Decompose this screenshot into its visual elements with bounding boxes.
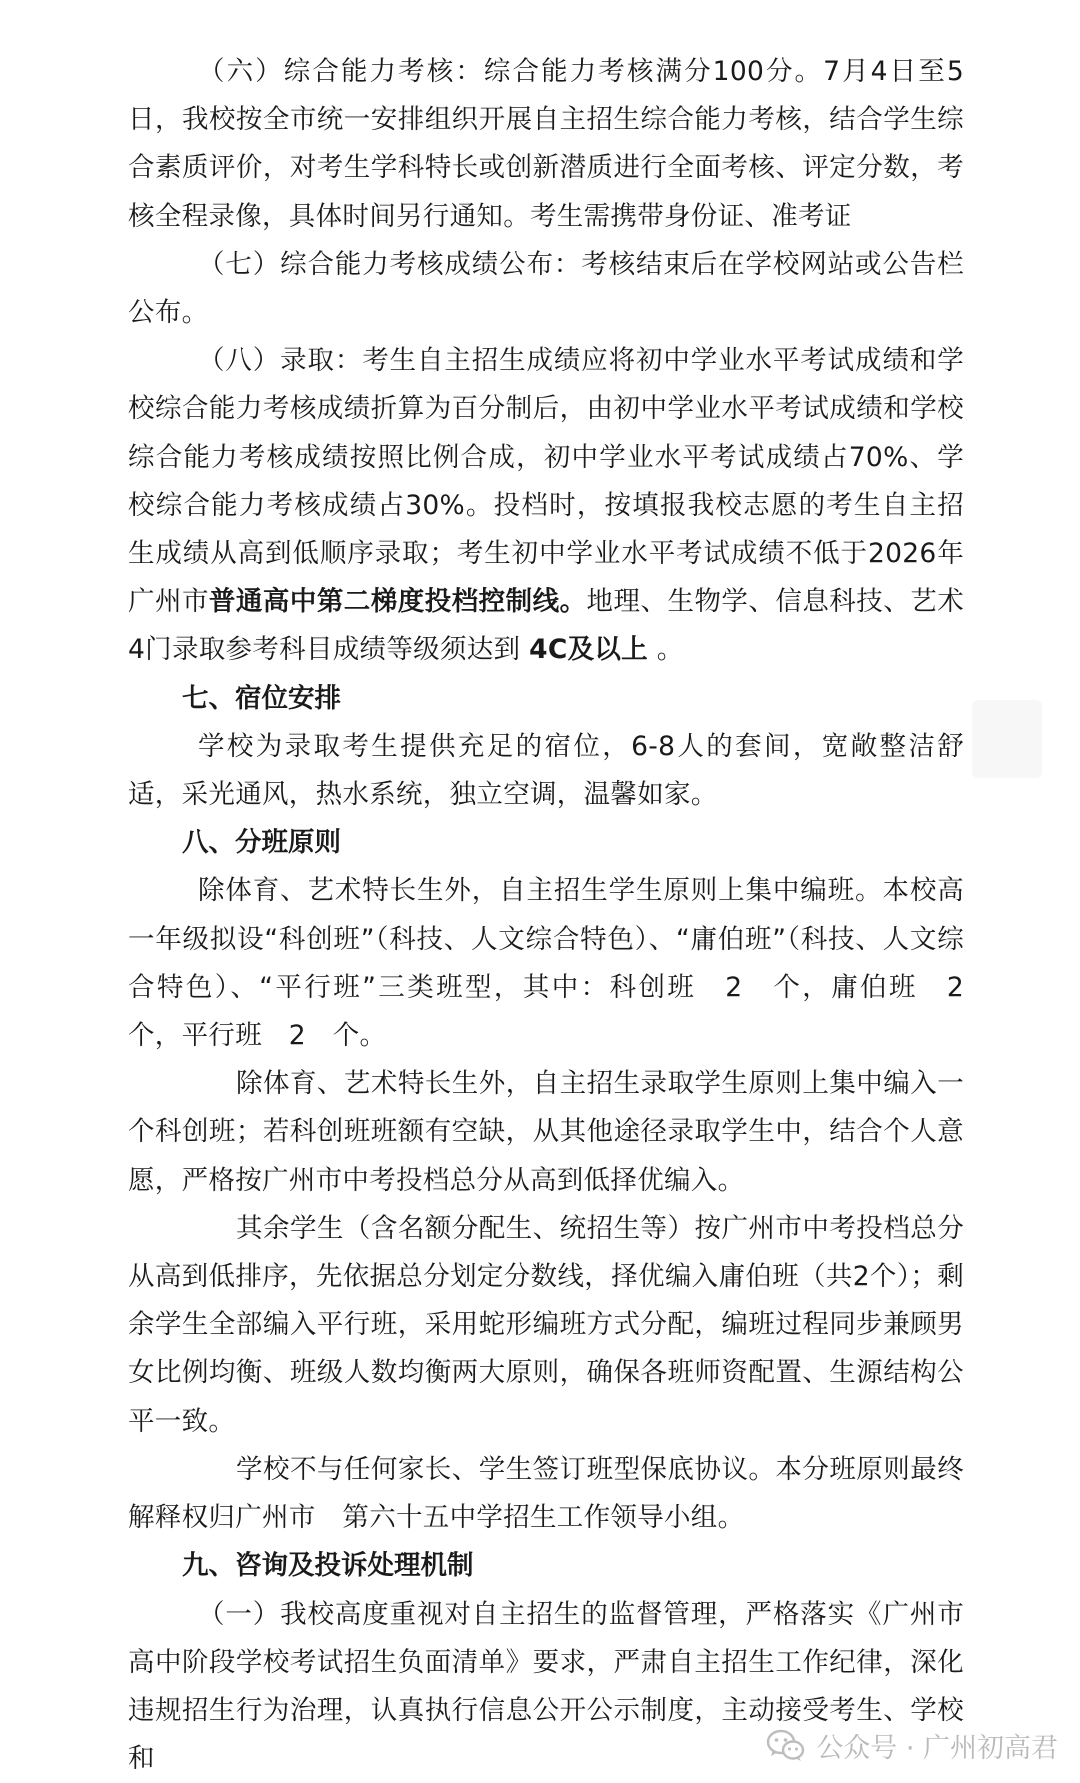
admission-text-a: （八）录取：考生自主招生成绩应将初中学业水平考试成绩和学校综合能力考核成绩折算为百分制后，由初中学业水平考试成绩和学校综合能力考核成绩按照比例合成，初中学业水平考试成绩占70%、学校综合能力考核成绩占30%。投档时，按填报我校志愿的考生自主招生成绩从高到低顺序录取；考生初中学业水平考试成绩不低于2026年广州市 [128,345,964,617]
paragraph-supervision: （一）我校高度重视对自主招生的监督管理，严格落实《广州市高中阶段学校考试招生负面清单》要求，严肃自主招生工作纪律，深化违规招生行为治理，认真执行信息公开公示制度，主动接受考生、学校和 [128,1591,964,1783]
section-heading-complaints: 九、咨询及投诉处理机制 [128,1542,964,1590]
paragraph-assessment: （六）综合能力考核：综合能力考核满分100分。7月4日至5日，我校按全市统一安排组织开展自主招生综合能力考核，结合学生综合素质评价，对考生学科特长或创新潜质进行全面考核、评定分数，考核全程录像，具体时间另行通知。考生需携带身份证、准考证 [128,48,964,241]
paragraph-dormitory: 学校为录取考生提供充足的宿位，6-8人的套间，宽敞整洁舒适，采光通风，热水系统，独立空调，温馨如家。 [128,723,964,819]
section-heading-dormitory: 七、宿位安排 [128,675,964,723]
paragraph-no-guarantee: 学校不与任何家长、学生签订班型保底协议。本分班原则最终解释权归广州市 第六十五中学招生工作领导小组。 [128,1446,964,1542]
wechat-icon [766,1729,806,1763]
paragraph-other-students: 其余学生（含名额分配生、统招生等）按广州市中考投档总分从高到低排序，先依据总分划定分数线，择优编入庸伯班（共2个）；剩余学生全部编入平行班，采用蛇形编班方式分配，编班过程同步兼顾男女比例均衡、班级人数均衡两大原则，确保各班师资配置、生源结构公平一致。 [128,1205,964,1446]
paragraph-results-publication: （七）综合能力考核成绩公布：考核结束后在学校网站或公告栏公布。 [128,241,964,337]
document-body [128,48,964,1783]
admission-control-line: 普通高中第二梯度投档控制线。 [209,586,587,617]
paragraph-class-types: 除体育、艺术特长生外，自主招生学生原则上集中编班。本校高一年级拟设“科创班”（科技、人文综合特色）、“庸伯班”（科技、人文综合特色）、“平行班”三类班型，其中：科创班 2 个，庸伯班 2 个，平行班 2 个。 [128,867,964,1060]
admission-grade-requirement: 4C及以上 [529,634,648,665]
watermark-text: 公众号 · 广州初高君 [816,1726,1058,1765]
paragraph-kechuang-class: 除体育、艺术特长生外，自主招生录取学生原则上集中编入一个科创班；若科创班班额有空缺，从其他途径录取学生中，结合个人意愿，严格按广州市中考投档总分从高到低择优编入。 [128,1060,964,1205]
watermark [766,1726,1058,1765]
section-heading-class-division: 八、分班原则 [128,819,964,867]
scan-artifact [972,700,1042,778]
admission-text-c: 。 [648,634,684,665]
admission-text-b: 地理、生物学、信息科技、艺术4门录取参考科目成绩等级须达到 [128,586,964,665]
paragraph-admission [128,337,964,674]
